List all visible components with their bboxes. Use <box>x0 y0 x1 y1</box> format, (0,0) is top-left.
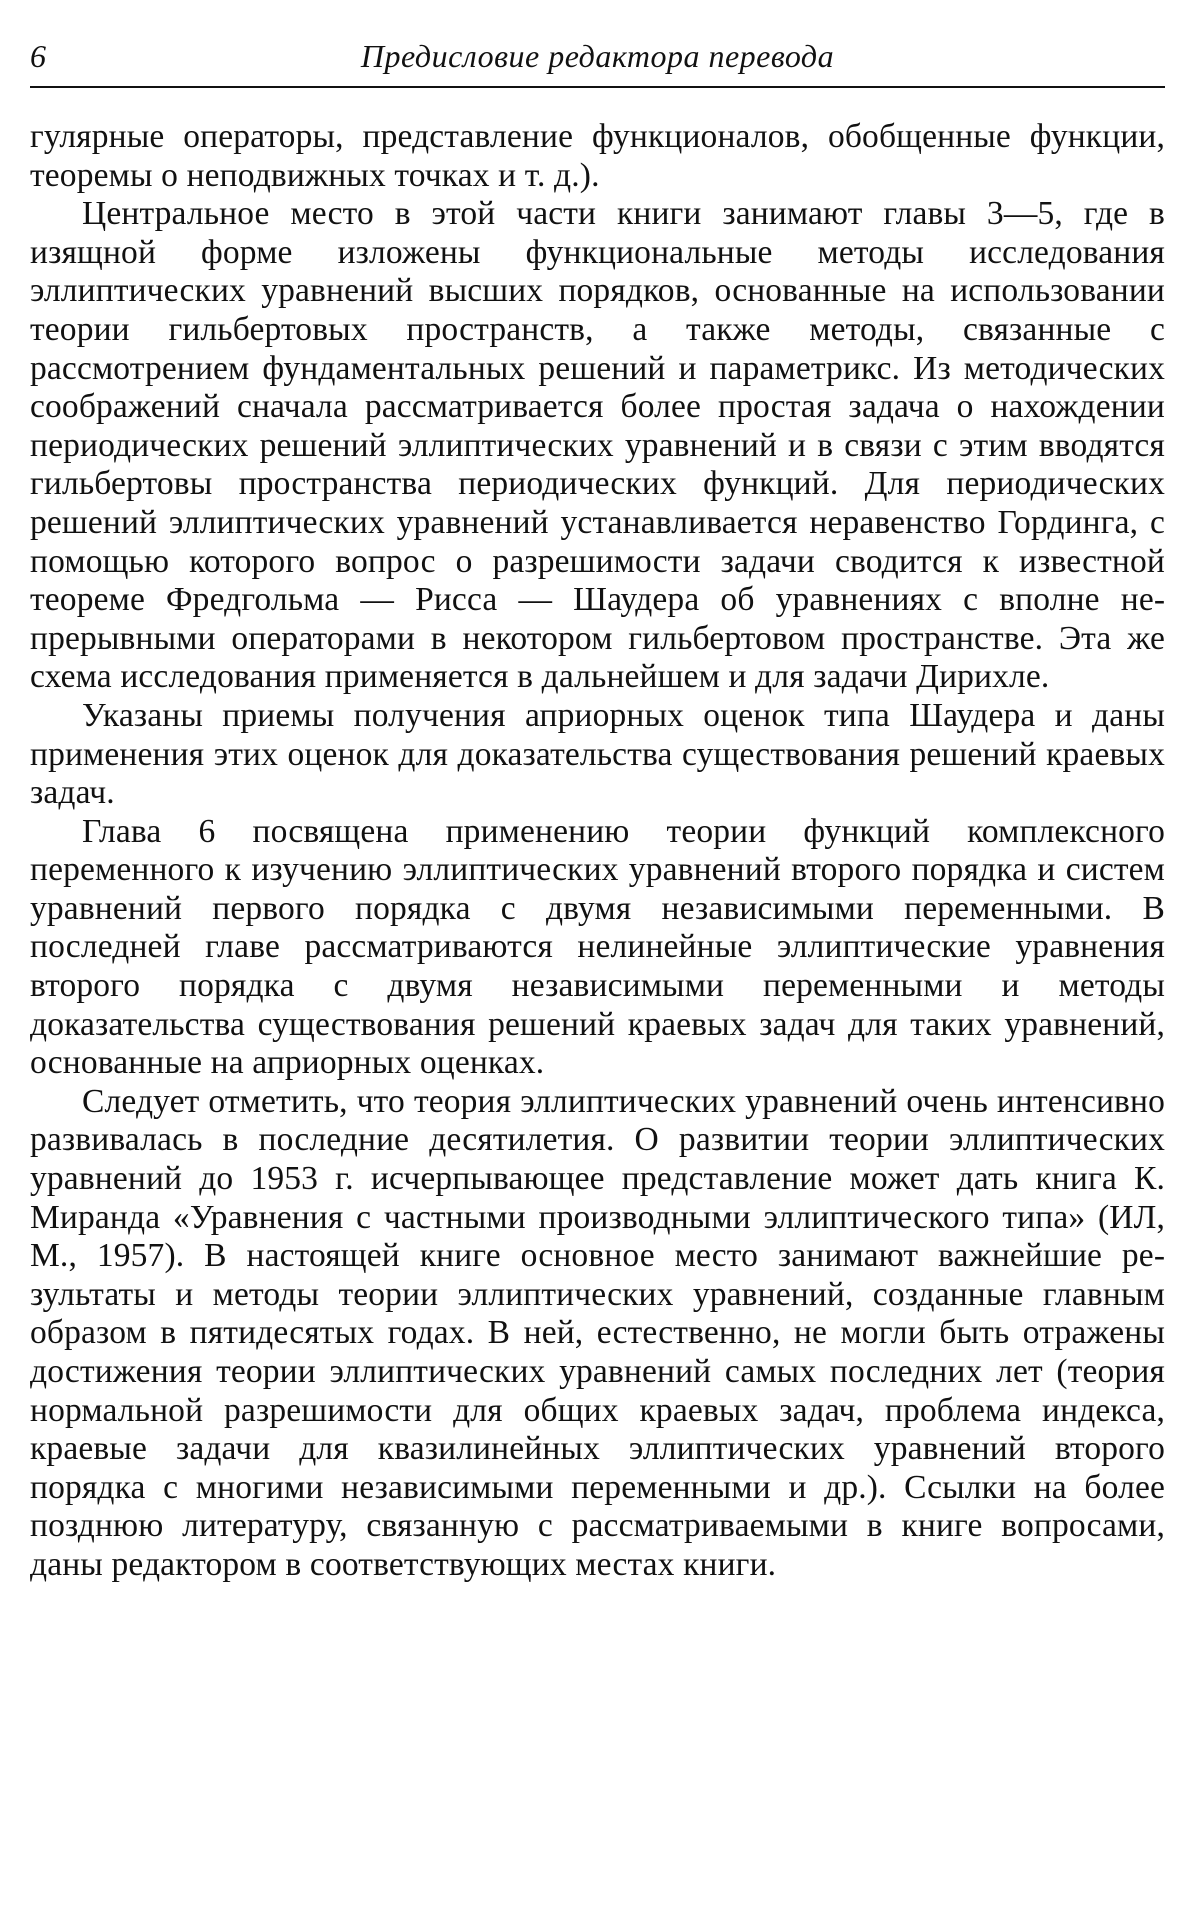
header-rule <box>30 86 1165 88</box>
paragraph-chapters-3-5: Центральное место в этой части книги занимают главы 3—5, где в изящной форме изложены функциональные методы исследования эллиптических уравнений высших порядков, основанные на использовании теории гильбертовых пространств, а также методы, связанные с рассмотрением фундаментальных решений и параметрикс. Из методических соображений сначала рассматривается более простая задача о нахождении периодических решений эллиптических уравнений и в связи с этим вводятся гильбертовы пространства периодических функций. Для периодических решений эллиптических уравнений устанавливается неравенство Гординга, с помощью которого вопрос о разрешимости задачи сводится к известной теореме Фредгольма — Рисса — Шаудера об уравнениях с вполне непрерывными операторами в некотором гильбертовом пространстве. Эта же схема исследования применяется в дальнейшем и для задачи Дирихле. <box>30 195 1165 696</box>
paragraph-literature: Следует отметить, что теория эллиптических уравнений очень интенсивно развивалась в последние десятилетия. О развитии теории эллиптических уравнений до 1953 г. исчерпывающее представление может дать книга К. Миранда «Уравнения с частными производными эллиптического типа» (ИЛ, М., 1957). В настоящей книге основное место занимают важнейшие результаты и методы теории эллиптических уравнений, созданные главным образом в пятидесятых годах. В ней, естественно, не могли быть отражены достижения теории эллиптических уравнений самых последних лет (теория нормальной разрешимости для общих краевых задач, проблема индекса, краевые задачи для квазилинейных эллиптических уравнений второго порядка с многими независимыми переменными и др.). Ссылки на более позднюю литературу, связанную с рассматриваемыми в книге вопросами, даны редактором в соответствующих местах книги. <box>30 1082 1165 1583</box>
paragraph-schauder-estimates: Указаны приемы получения априорных оценок типа Шаудера и даны применения этих оценок для доказательства существования решений краевых задач. <box>30 696 1165 812</box>
book-page <box>30 34 1165 1585</box>
paragraph-chapter-6: Глава 6 посвящена применению теории функций комплексного переменного к изучению эллиптических уравнений второго порядка и систем уравнений первого порядка с двумя независимыми переменными. В последней главе рассматриваются нелинейные эллиптические уравнения второго порядка с двумя независимыми переменными и методы доказательства существования решений краевых задач для таких уравнений, основанные на априорных оценках. <box>30 812 1165 1082</box>
paragraph-continuation: гулярные операторы, представление функционалов, обобщенные функции, теоремы о неподвижных точках и т. д.). <box>30 118 1165 194</box>
body-text <box>30 118 1165 1585</box>
page-header <box>30 34 1165 78</box>
page-number: 6 <box>30 38 46 74</box>
running-title: Предисловие редактора перевода <box>360 38 835 74</box>
